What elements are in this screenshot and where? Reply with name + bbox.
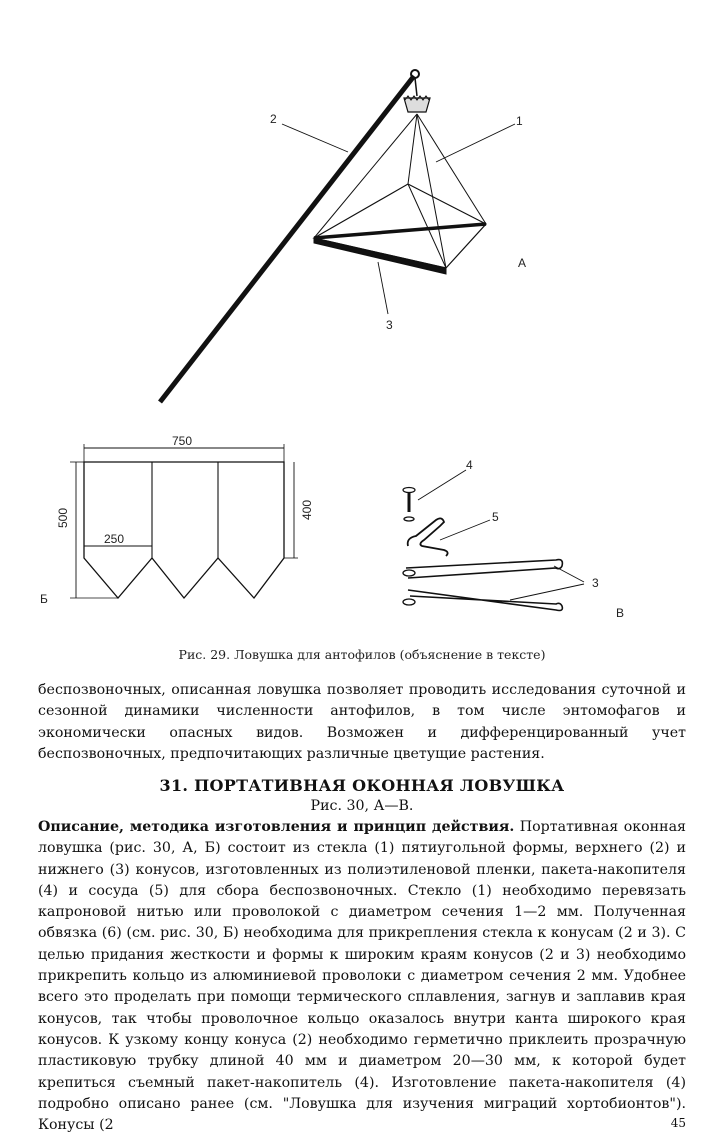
figure-caption: Рис. 29. Ловушка для антофилов (объяснение в тексте) <box>178 647 546 662</box>
vessel-icon <box>408 518 448 556</box>
label-dim-750: 750 <box>172 434 193 448</box>
label-dim-500: 500 <box>56 507 70 528</box>
page-number: 45 <box>670 1116 686 1130</box>
paragraph-lead: Описание, методика изготовления и принцип действия. <box>38 819 515 835</box>
bag-icon <box>403 488 415 493</box>
lower-cone-icon <box>314 238 446 274</box>
section-figure-ref: Рис. 30, А—В. <box>310 798 414 814</box>
section-title: 31. ПОРТАТИВНАЯ ОКОННАЯ ЛОВУШКА <box>159 776 565 795</box>
paragraph-continuation: беспозвоночных, описанная ловушка позволяет проводить исследования суточной и сезонной динамики численности антофилов, в том числе энтомофагов и экономически опасных видов. Возможен и дифференцированный учет беспозвоночных, предпочитающих различные цветущие растения. <box>38 682 686 762</box>
label-v-4: 4 <box>466 458 473 472</box>
paragraph-body: Портативная оконная ловушка (рис. 30, А, Б) состоит из стекла (1) пятиугольной формы, верхнего (2) и нижнего (3) конусов, изготовленных из полиэтиленовой пленки, пакета-накопителя (4) и сосуда (5) для сбора беспозвоночных. Стекло (1) необходимо перевязать капроновой нитью или проволокой с диаметром сечения 1—2 мм. Полученная обвязка (6) (см. рис. 30, Б) необходима для прикрепления стекла к конусам (2 и 3). С целью придания жесткости и формы к широким краям конусов (2 и 3) необходимо прикрепить кольцо из алюминиевой проволоки с диаметром сечения 2 мм. Удобнее всего это проделать при помощи термического сплавления, загнув и заплавив края конусов, так чтобы проволочное кольцо оказалось внутри канта широкого края конусов. К узкому концу конуса (2) необходимо герметично приклеить прозрачную пластиковую трубку длиной 40 мм и диаметром 20—30 мм, к которой будет крепиться съемный пакет-накопитель (4). Изготовление пакета-накопителя (4) подробно описано ранее (см. "Ловушка для изучения миграций хортобионтов"). Конусы (2 <box>38 819 686 1134</box>
panel-a-drawing <box>160 70 515 402</box>
wire-ring-top-icon <box>406 560 562 578</box>
panel-b-drawing <box>70 444 298 598</box>
paragraph-description <box>38 817 686 1136</box>
wire-ring-bottom-icon <box>408 590 562 611</box>
panel-v-drawing <box>403 470 584 611</box>
label-panel-v: В <box>616 606 625 620</box>
label-v-5: 5 <box>492 510 499 524</box>
label-dim-250: 250 <box>104 532 125 546</box>
pole <box>160 76 414 402</box>
label-dim-400: 400 <box>300 499 314 520</box>
cone-pattern-outline <box>84 462 284 598</box>
label-panel-a: А <box>518 256 527 270</box>
label-v-3: 3 <box>592 576 599 590</box>
label-panel-b: Б <box>40 592 48 606</box>
label-a-2: 2 <box>270 112 277 126</box>
label-a-1: 1 <box>516 114 523 128</box>
label-a-3: 3 <box>386 318 393 332</box>
